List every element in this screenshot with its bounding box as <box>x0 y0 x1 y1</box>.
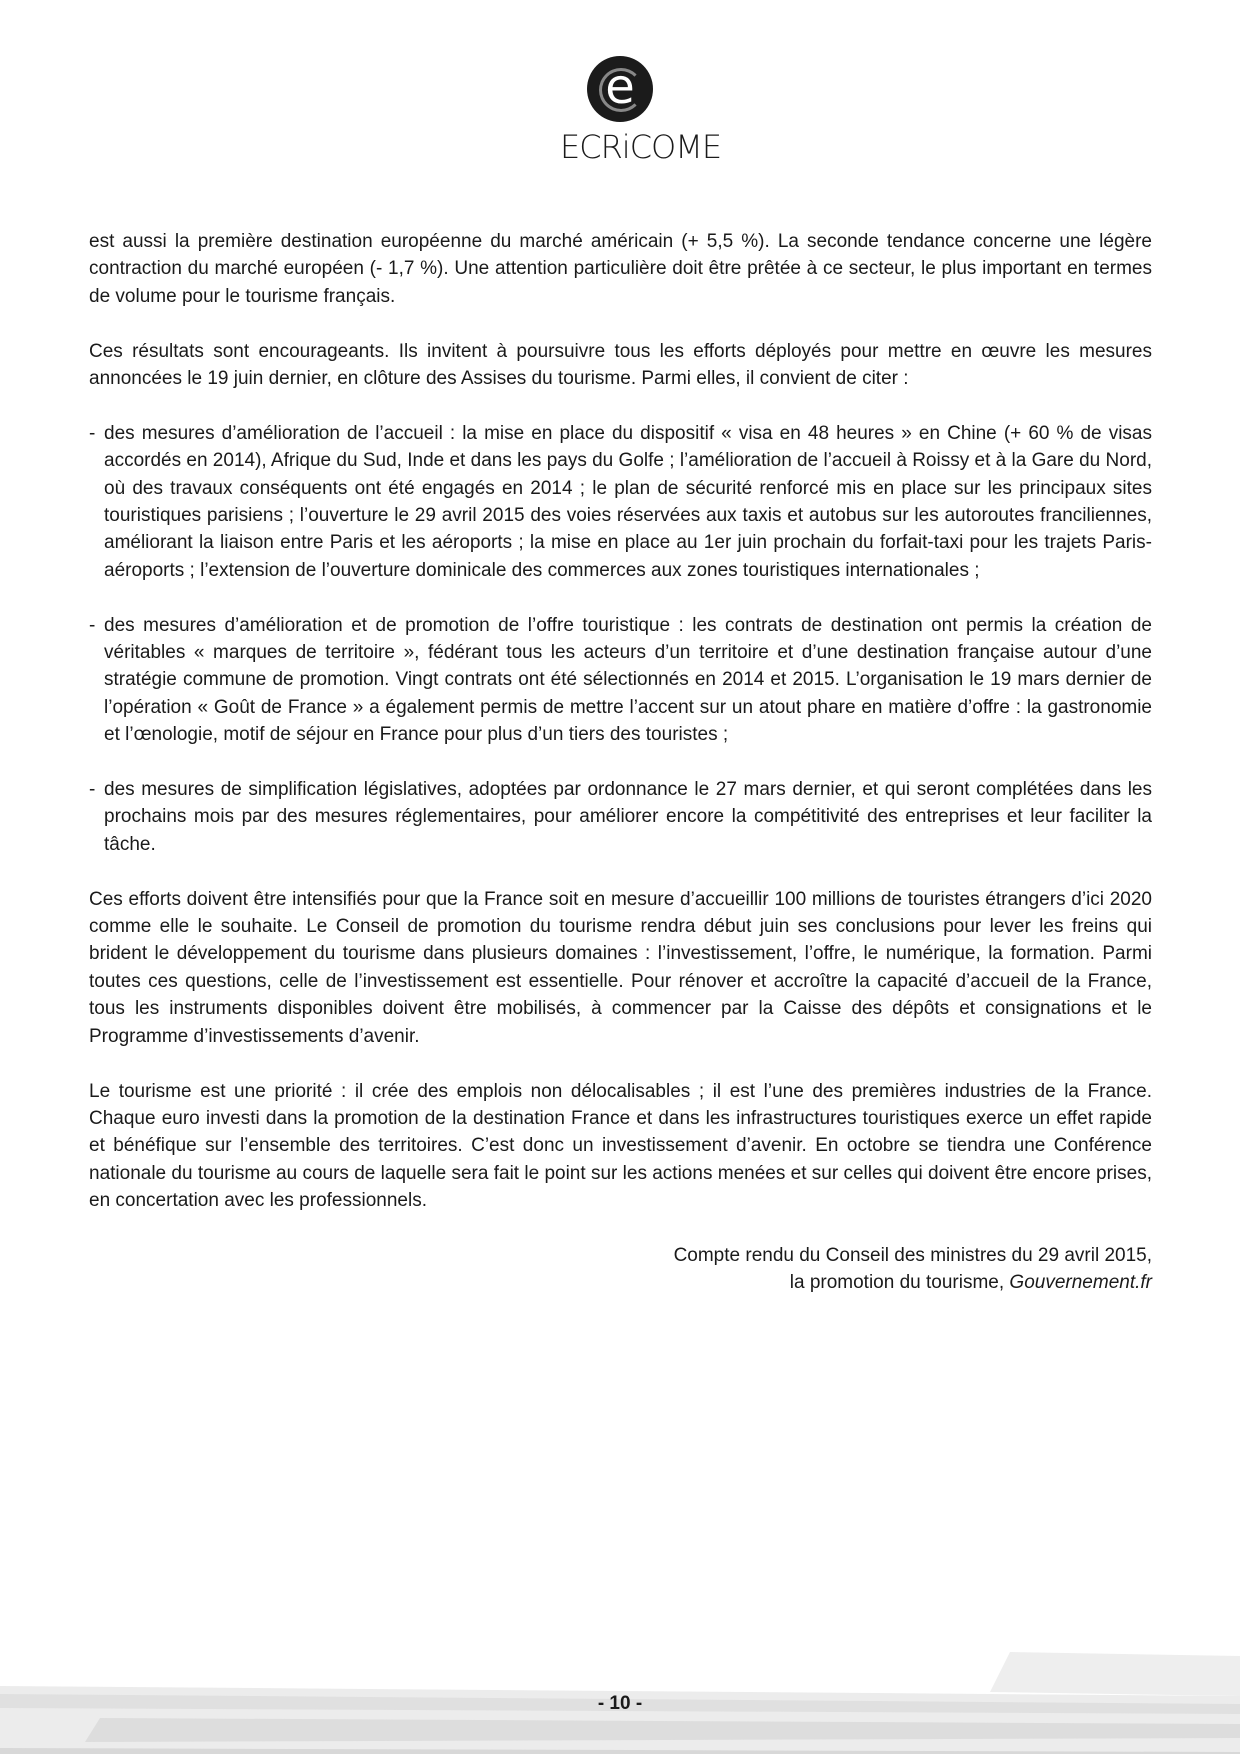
logo-emblem-icon: e <box>587 56 653 122</box>
source-citation: Compte rendu du Conseil des ministres du 29 avril 2015, la promotion du tourisme, Gouvernement.fr <box>673 1244 1152 1294</box>
list-item: - des mesures d’amélioration de l’accueil : la mise en place du dispositif « visa en 48 heures » en Chine (+ 60 % de visas accordés en 2014), Afrique du Sud, Inde et dans les pays du Golfe ; l’amélioration de l’accueil à Roissy et à la Gare du Nord, où des travaux conséquents ont été engagés en 2014 ; le plan de sécurité renforcé mis en place sur les principaux sites touristiques parisiens ; l’ouverture le 29 avril 2015 des voies réservées aux taxis et autobus sur les autoroutes franciliennes, améliorant la liaison entre Paris et les aéroports ; la mise en place au 1er juin prochain du forfait-taxi pour les trajets Paris-aéroports ; l’extension de l’ouverture dominicale des commerces aux zones touristiques internationales ; <box>89 422 1152 581</box>
list-item: - des mesures d’amélioration et de promotion de l’offre touristique : les contrats de destination ont permis la création de véritables « marques de territoire », fédérant tous les acteurs d’un territoire et d’une destination française autour d’une stratégie commune de promotion. Vingt contrats ont été sélectionnés en 2014 et 2015. L’organisation le 19 mars dernier de l’opération « Goût de France » a également permis de mettre l’accent sur un atout phare en matière d’offre : la gastronomie et l’œnologie, motif de séjour en France pour plus d’un tiers des touristes ; <box>89 614 1152 746</box>
logo-text: ECRiCOME <box>560 128 722 166</box>
paragraph-2: Ces résultats sont encourageants. Ils invitent à poursuivre tous les efforts déployés pour mettre en œuvre les mesures annoncées le 19 juin dernier, en clôture des Assises du tourisme. Parmi elles, il convient de citer : <box>89 340 1152 390</box>
paragraph-4: Le tourisme est une priorité : il crée des emplois non délocalisables ; il est l’une des premières industries de la France. Chaque euro investi dans la promotion de la destination France et dans les infrastructures touristiques exerce un effet rapide et bénéfique sur l’ensemble des territoires. C’est donc un investissement d’avenir. En octobre se tiendra une Conférence nationale du tourisme au cours de laquelle sera fait le point sur les actions menées et sur celles qui doivent être encore prises, en concertation avec les professionnels. <box>89 1080 1152 1212</box>
source-site: Gouvernement.fr <box>1009 1272 1152 1294</box>
document-body <box>89 228 1152 1297</box>
page-number: - 10 - <box>597 1693 643 1714</box>
paragraph-1: est aussi la première destination européenne du marché américain (+ 5,5 %). La seconde tendance concerne une légère contraction du marché européen (- 1,7 %). Une attention particulière doit être prêtée à ce secteur, le plus important en termes de volume pour le tourisme français. <box>89 231 1152 307</box>
paragraph-3: Ces efforts doivent être intensifiés pour que la France soit en mesure d’accueillir 100 millions de touristes étrangers d’ici 2020 comme elle le souhaite. Le Conseil de promotion du tourisme rendra début juin ses conclusions pour lever les freins qui brident le développement du tourisme dans plusieurs domaines : l’investissement, l’offre, le numérique, la formation. Parmi toutes ces questions, celle de l’investissement est essentielle. Pour rénover et accroître la capacité d’accueil de la France, tous les instruments disponibles doivent être mobilisés, à commencer par la Caisse des dépôts et consignations et le Programme d’investissements d’avenir. <box>89 888 1152 1047</box>
ecricome-logo <box>560 56 722 166</box>
list-item: - des mesures de simplification législatives, adoptées par ordonnance le 27 mars dernier, et qui seront complétées dans les prochains mois par des mesures réglementaires, pour améliorer encore la compétitivité des entreprises et leur faciliter la tâche. <box>89 779 1152 855</box>
